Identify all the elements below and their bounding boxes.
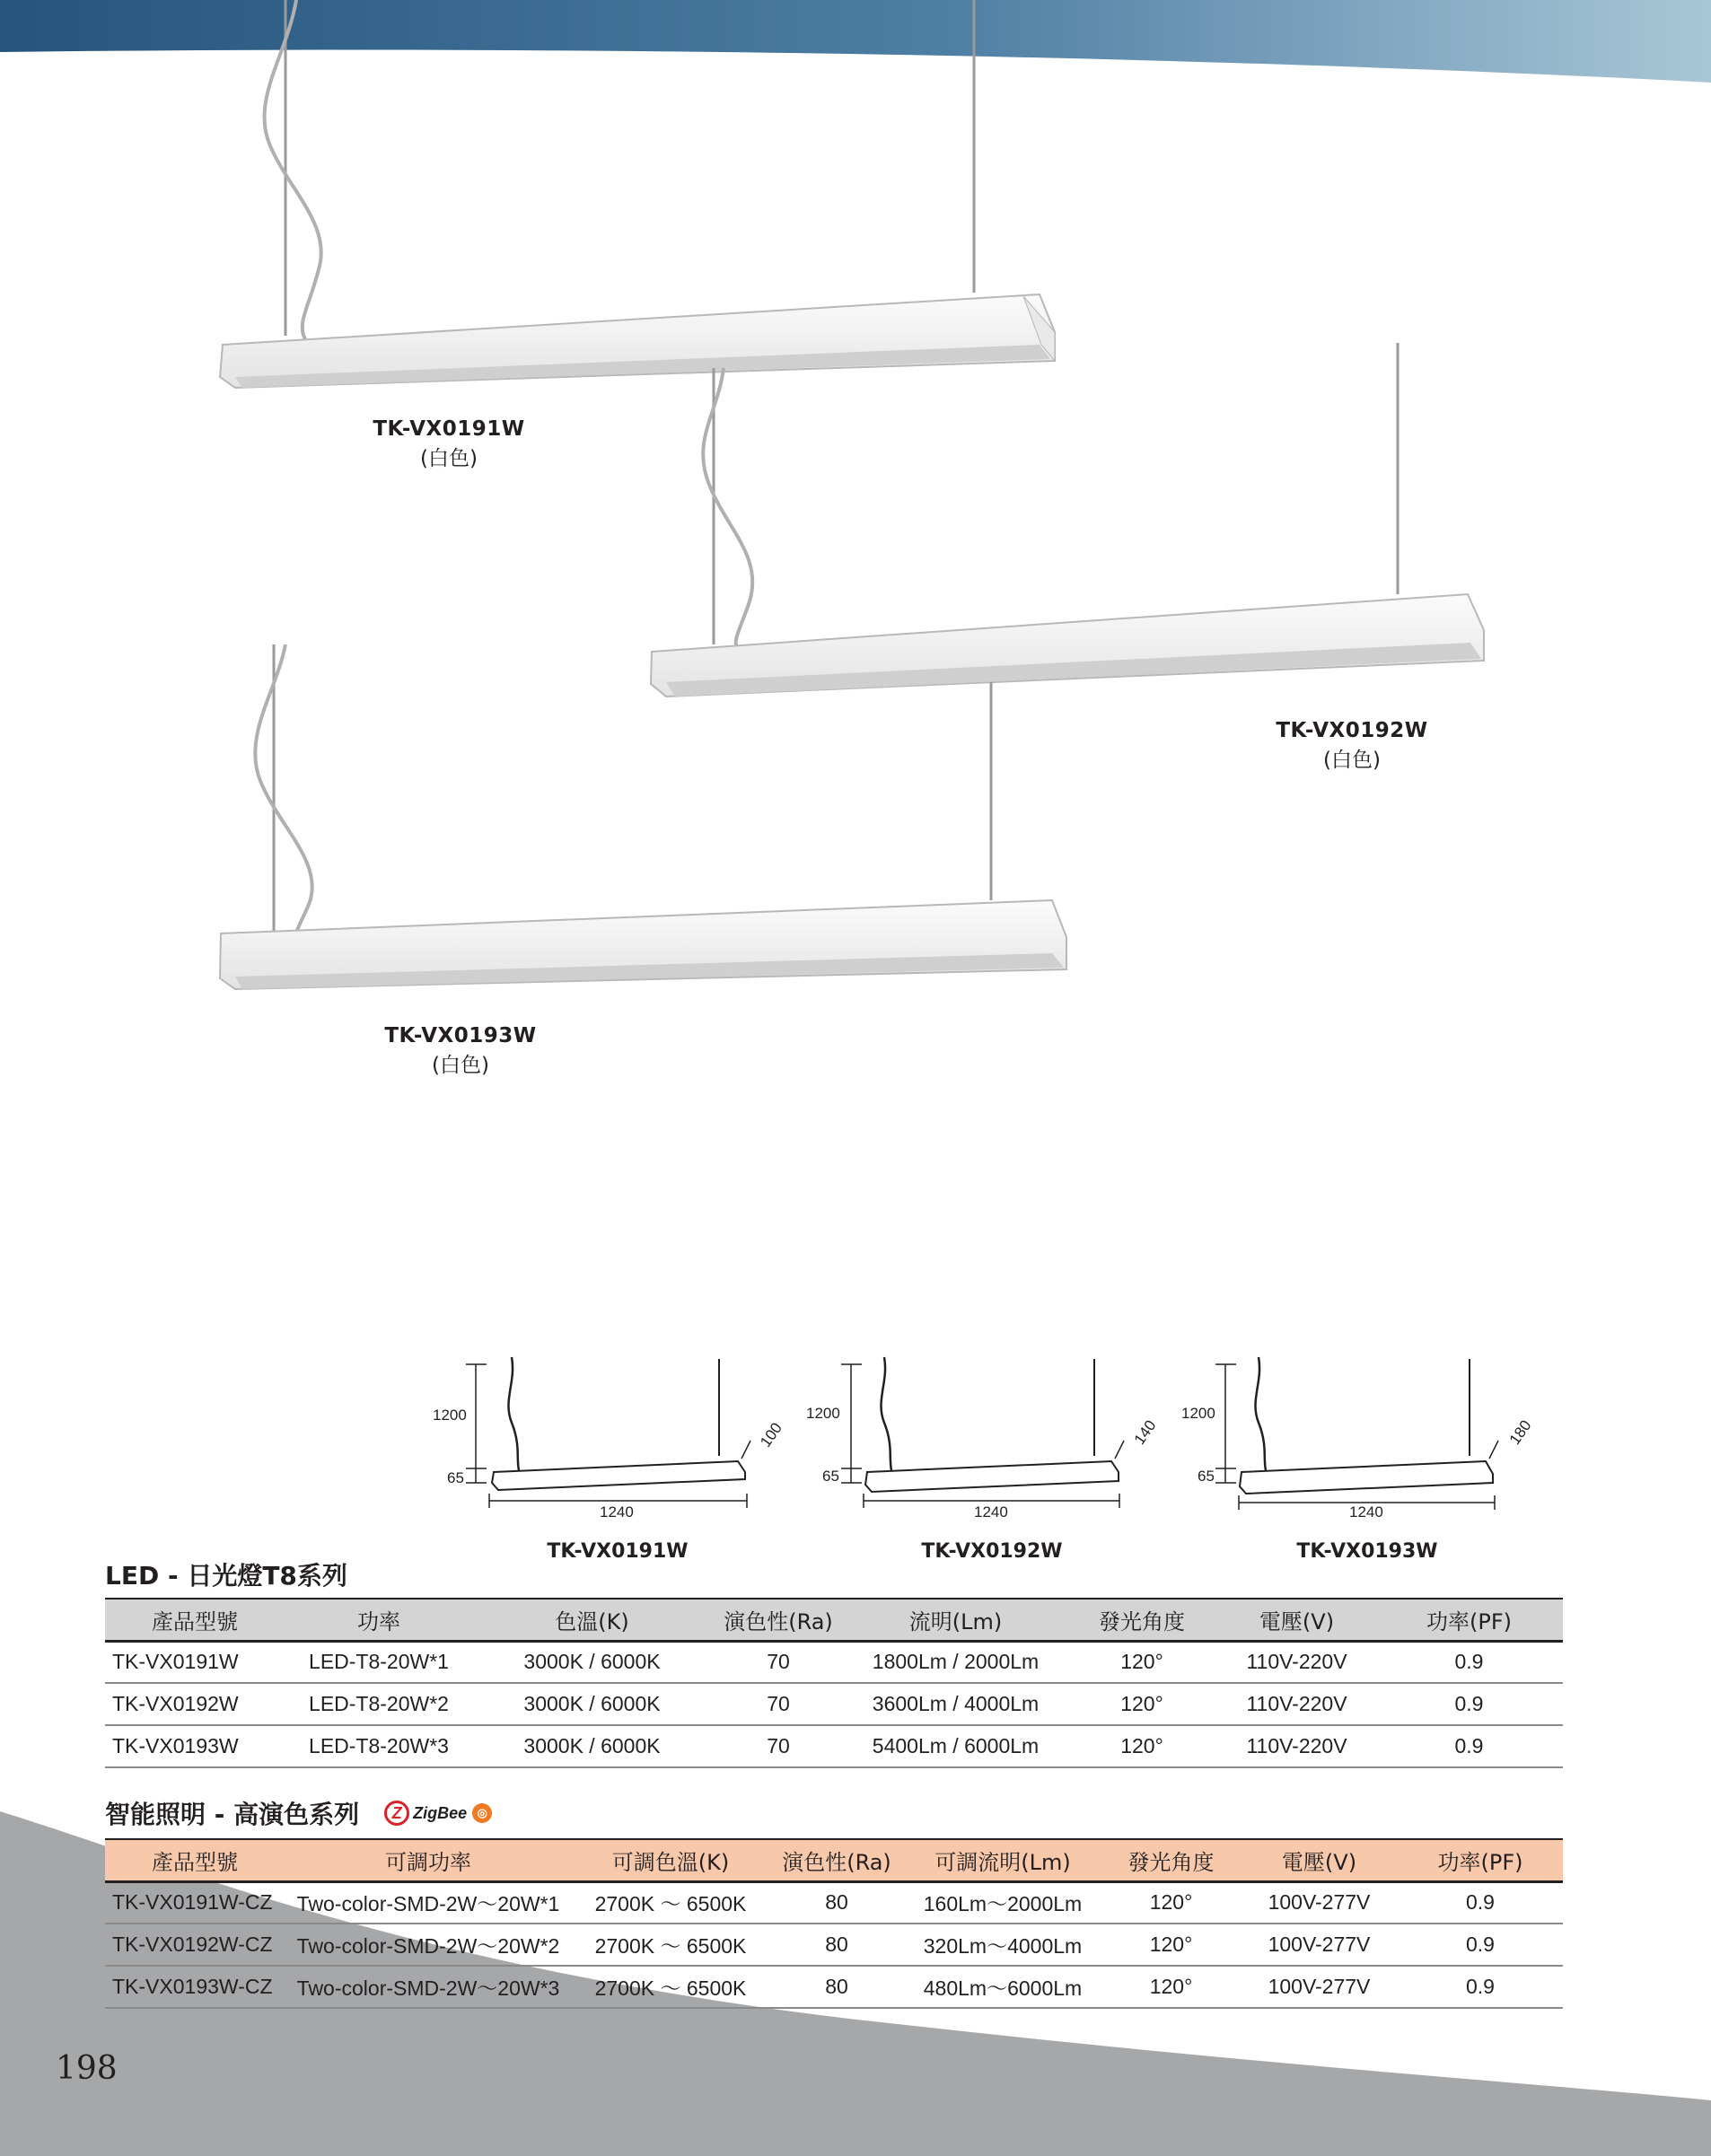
table-cell: 110V-220V [1218, 1683, 1375, 1725]
header-band [0, 0, 1711, 83]
table-row [105, 1924, 1563, 1966]
table-cell: 0.9 [1398, 1966, 1563, 2008]
table-cell: 110V-220V [1218, 1725, 1375, 1767]
pendant-light-3 [220, 644, 1066, 989]
svg-text:1240: 1240 [974, 1503, 1008, 1521]
table-cell: 120° [1101, 1924, 1241, 1966]
svg-text:1240: 1240 [600, 1503, 634, 1521]
table-cell: TK-VX0193W-CZ [105, 1966, 285, 2008]
header-cell: 功率 [357, 1608, 400, 1635]
header-cell: 可調功率 [385, 1849, 471, 1875]
svg-text:65: 65 [822, 1468, 839, 1485]
table-cell: 3000K / 6000K [473, 1725, 711, 1767]
table-cell: Two-color-SMD-2W～20W*2 [285, 1924, 572, 1966]
header-cell: 色溫(K) [555, 1608, 629, 1635]
pendant-light-1 [220, 0, 1055, 388]
table-cell: 100V-277V [1241, 1966, 1398, 2008]
table-cell: LED-T8-20W*2 [285, 1683, 473, 1725]
zigbee-icon: Z [384, 1801, 409, 1826]
svg-text:65: 65 [1198, 1468, 1215, 1485]
product-color: (白色) [420, 447, 478, 470]
dimension-diagram-2 [841, 1357, 1124, 1508]
zigbee-label: ZigBee [413, 1803, 468, 1822]
table-cell: TK-VX0191W-CZ [105, 1881, 285, 1924]
product-label-1 [332, 415, 566, 474]
product-model: TK-VX0192W [1276, 719, 1428, 742]
table-cell: TK-VX0193W [105, 1725, 285, 1767]
header-cell: 演色性(Ra) [724, 1608, 833, 1635]
table-cell: 120° [1066, 1725, 1218, 1767]
header-cell: 功率(PF) [1437, 1849, 1523, 1875]
table-cell: 0.9 [1375, 1725, 1563, 1767]
section-title-led-t8 [105, 1556, 347, 1592]
svg-text:1200: 1200 [433, 1407, 467, 1424]
table-cell: 70 [711, 1725, 846, 1767]
svg-text:1240: 1240 [1349, 1503, 1383, 1521]
diagram-label-1: TK-VX0191W [547, 1540, 689, 1563]
svg-text:180: 180 [1505, 1416, 1535, 1448]
table-row [105, 1725, 1563, 1767]
table-cell: 80 [769, 1966, 904, 2008]
svg-text:1200: 1200 [806, 1405, 840, 1422]
product-label-3 [344, 1021, 577, 1081]
table-cell: 100V-277V [1241, 1924, 1398, 1966]
dimension-diagram-1 [466, 1357, 750, 1508]
spec-table-led-t8 [105, 1598, 1563, 1768]
product-color: (白色) [432, 1054, 489, 1077]
table-cell: 0.9 [1375, 1641, 1563, 1683]
table-cell: 2700K ～ 6500K [572, 1924, 769, 1966]
table-cell: 120° [1066, 1641, 1218, 1683]
table-row [105, 1641, 1563, 1683]
table-row [105, 1966, 1563, 2008]
header-cell: 可調色溫(K) [611, 1849, 730, 1875]
header-cell: 演色性(Ra) [782, 1849, 891, 1875]
table-cell: 3000K / 6000K [473, 1683, 711, 1725]
table-cell: 120° [1101, 1881, 1241, 1924]
table-cell: 2700K ～ 6500K [572, 1966, 769, 2008]
table-cell: 5400Lm / 6000Lm [846, 1725, 1066, 1767]
section-title-text: LED - 日光燈T8系列 [105, 1561, 347, 1591]
page-number: 198 [56, 2050, 118, 2087]
header-cell: 產品型號 [152, 1849, 238, 1875]
header-cell: 功率(PF) [1426, 1608, 1512, 1635]
spec-table-smart-lighting [105, 1838, 1563, 2009]
table-cell: 80 [769, 1881, 904, 1924]
table-cell: 70 [711, 1641, 846, 1683]
diagram-label-3: TK-VX0193W [1296, 1540, 1438, 1563]
header-cell: 電壓(V) [1281, 1849, 1357, 1875]
header-cell: 發光角度 [1128, 1849, 1215, 1875]
section-title-text: 智能照明 - 高演色系列 [105, 1800, 360, 1829]
svg-text:100: 100 [757, 1419, 785, 1450]
table-row [105, 1881, 1563, 1924]
table-cell: 70 [711, 1683, 846, 1725]
table-cell: 120° [1066, 1683, 1218, 1725]
diagram-label-2: TK-VX0192W [921, 1540, 1063, 1563]
table-cell: 3000K / 6000K [473, 1641, 711, 1683]
certification-icon: ◎ [472, 1803, 492, 1823]
table-cell: 320Lm～4000Lm [904, 1924, 1101, 1966]
table-cell: 3600Lm / 4000Lm [846, 1683, 1066, 1725]
header-cell: 電壓(V) [1259, 1608, 1335, 1635]
table-cell: LED-T8-20W*3 [285, 1725, 473, 1767]
table-header-row [105, 1599, 1563, 1641]
table-cell: Two-color-SMD-2W～20W*3 [285, 1966, 572, 2008]
pendant-light-2 [651, 343, 1484, 697]
table-cell: 480Lm～6000Lm [904, 1966, 1101, 2008]
section-title-smart-lighting [105, 1795, 492, 1831]
table-cell: 120° [1101, 1966, 1241, 2008]
table-cell: TK-VX0191W [105, 1641, 285, 1683]
table-cell: TK-VX0192W [105, 1683, 285, 1725]
product-model: TK-VX0193W [384, 1024, 537, 1047]
header-cell: 發光角度 [1099, 1608, 1185, 1635]
table-cell: 80 [769, 1924, 904, 1966]
header-cell: 產品型號 [152, 1608, 238, 1635]
table-cell: 0.9 [1398, 1924, 1563, 1966]
table-cell: 160Lm～2000Lm [904, 1881, 1101, 1924]
table-cell: 2700K ～ 6500K [572, 1881, 769, 1924]
table-cell: LED-T8-20W*1 [285, 1641, 473, 1683]
table-row [105, 1683, 1563, 1725]
table-cell: TK-VX0192W-CZ [105, 1924, 285, 1966]
svg-text:1200: 1200 [1181, 1405, 1215, 1422]
table-cell: 100V-277V [1241, 1881, 1398, 1924]
table-cell: 0.9 [1398, 1881, 1563, 1924]
table-cell: 110V-220V [1218, 1641, 1375, 1683]
svg-text:65: 65 [447, 1469, 464, 1486]
product-model: TK-VX0191W [373, 417, 525, 441]
product-color: (白色) [1323, 749, 1381, 772]
table-cell: 0.9 [1375, 1683, 1563, 1725]
header-cell: 可調流明(Lm) [934, 1849, 1071, 1875]
dimension-diagram-3 [1215, 1357, 1498, 1510]
zigbee-logo [384, 1801, 492, 1826]
header-cell: 流明(Lm) [908, 1608, 1003, 1635]
table-cell: 1800Lm / 2000Lm [846, 1641, 1066, 1683]
product-label-2 [1235, 716, 1469, 776]
table-cell: Two-color-SMD-2W～20W*1 [285, 1881, 572, 1924]
table-header-row [105, 1839, 1563, 1881]
svg-text:140: 140 [1130, 1416, 1160, 1448]
